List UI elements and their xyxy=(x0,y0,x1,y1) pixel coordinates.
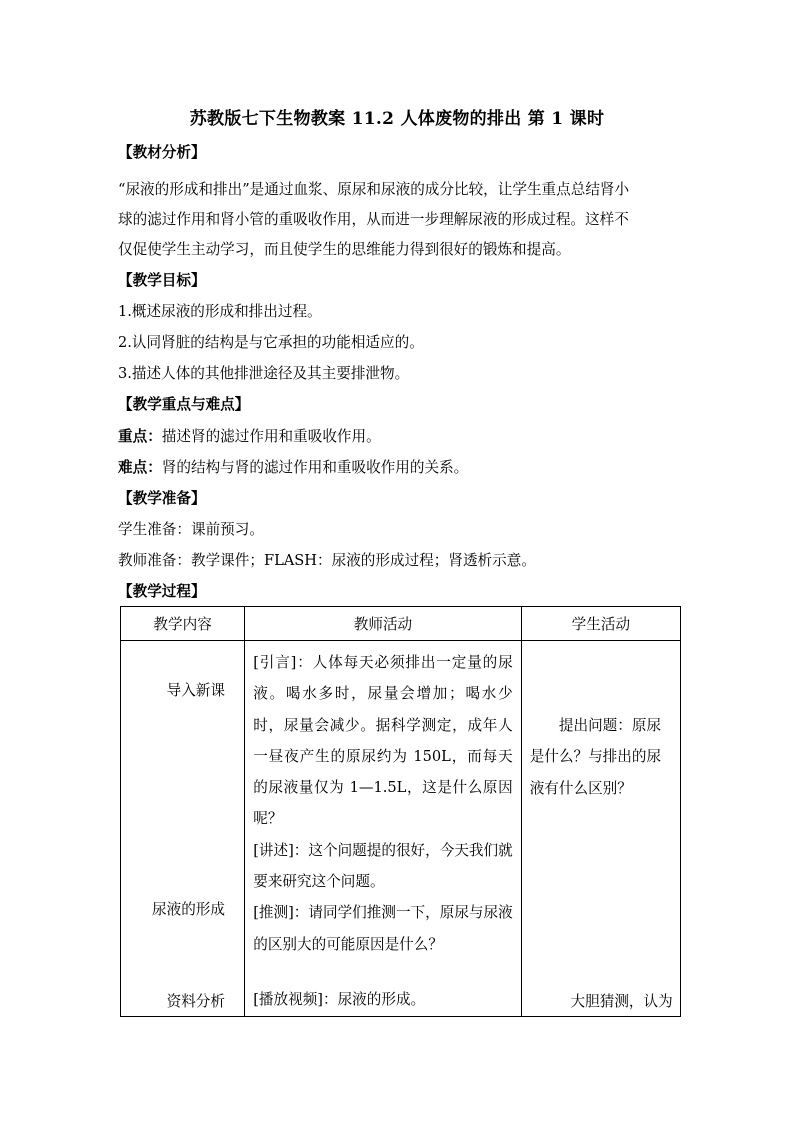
student-activity: 大胆猜测，认为 xyxy=(570,993,673,1010)
analysis-line: “尿液的形成和排出”是通过血浆、原尿和尿液的成分比较，让学生重点总结肾小 xyxy=(118,181,630,198)
difficulty-label: 难点： xyxy=(118,459,162,476)
section-heading-analysis: 【教材分析】 xyxy=(118,144,206,161)
goal-item: 1.概述尿液的形成和排出过程。 xyxy=(118,303,322,320)
content-item: 资料分析 xyxy=(166,993,225,1010)
teacher-cell xyxy=(245,641,521,1017)
teacher-paragraph: [播放视频]：尿液的形成。 xyxy=(253,990,426,1008)
process-table xyxy=(120,606,681,1017)
teacher-paragraph: [讲述]：这个问题提的很好，今天我们就要来研究这个问题。 xyxy=(253,841,513,891)
content-item: 导入新课 xyxy=(166,682,225,699)
content-item: 尿液的形成 xyxy=(152,901,225,918)
header-content: 教学内容 xyxy=(121,607,245,641)
student-prep: 学生准备：课前预习。 xyxy=(118,521,264,538)
key-point-text: 描述肾的滤过作用和重吸收作用。 xyxy=(161,428,381,445)
goal-item: 3.描述人体的其他排泄途径及其主要排泄物。 xyxy=(118,365,410,382)
section-heading-prep: 【教学准备】 xyxy=(118,490,206,507)
table-header-row xyxy=(121,607,681,641)
analysis-line: 仅促使学生主动学习，而且使学生的思维能力得到很好的锻炼和提高。 xyxy=(118,241,571,258)
key-point-label: 重点： xyxy=(118,428,162,445)
teacher-prep: 教师准备：教学课件；FLASH：尿液的形成过程；肾透析示意。 xyxy=(118,552,536,569)
student-cell xyxy=(521,641,680,1017)
header-student: 学生活动 xyxy=(521,607,680,641)
goal-item: 2.认同肾脏的结构是与它承担的功能相适应的。 xyxy=(118,334,424,351)
difficulty-line xyxy=(118,456,468,477)
section-heading-process: 【教学过程】 xyxy=(118,583,206,600)
student-activity: 提出问题：原尿是什么？与排出的尿液有什么区别？ xyxy=(529,717,662,797)
analysis-line: 球的滤过作用和肾小管的重吸收作用，从而进一步理解尿液的形成过程。这样不 xyxy=(118,211,629,228)
section-heading-goals: 【教学目标】 xyxy=(118,272,206,289)
content-cell xyxy=(121,641,245,1017)
document-title: 苏教版七下生物教案 11.2 人体废物的排出 第 1 课时 xyxy=(189,109,605,129)
section-heading-key-points: 【教学重点与难点】 xyxy=(118,396,250,413)
difficulty-text: 肾的结构与肾的滤过作用和重吸收作用的关系。 xyxy=(161,459,469,476)
header-teacher: 教师活动 xyxy=(245,607,521,641)
key-point-line xyxy=(118,425,381,446)
teacher-paragraph: [引言]：人体每天必须排出一定量的尿液。喝水多时，尿量会增加；喝水少时，尿量会减少。据科学测定，成年人一昼夜产生的原尿约为 150L，而每天的尿液量仅为 1—1.5L，这是什么原因呢？ xyxy=(253,654,513,828)
table-row xyxy=(121,641,681,1017)
teacher-paragraph: [推测]：请同学们推测一下，原尿与尿液的区别大的可能原因是什么？ xyxy=(253,904,513,953)
